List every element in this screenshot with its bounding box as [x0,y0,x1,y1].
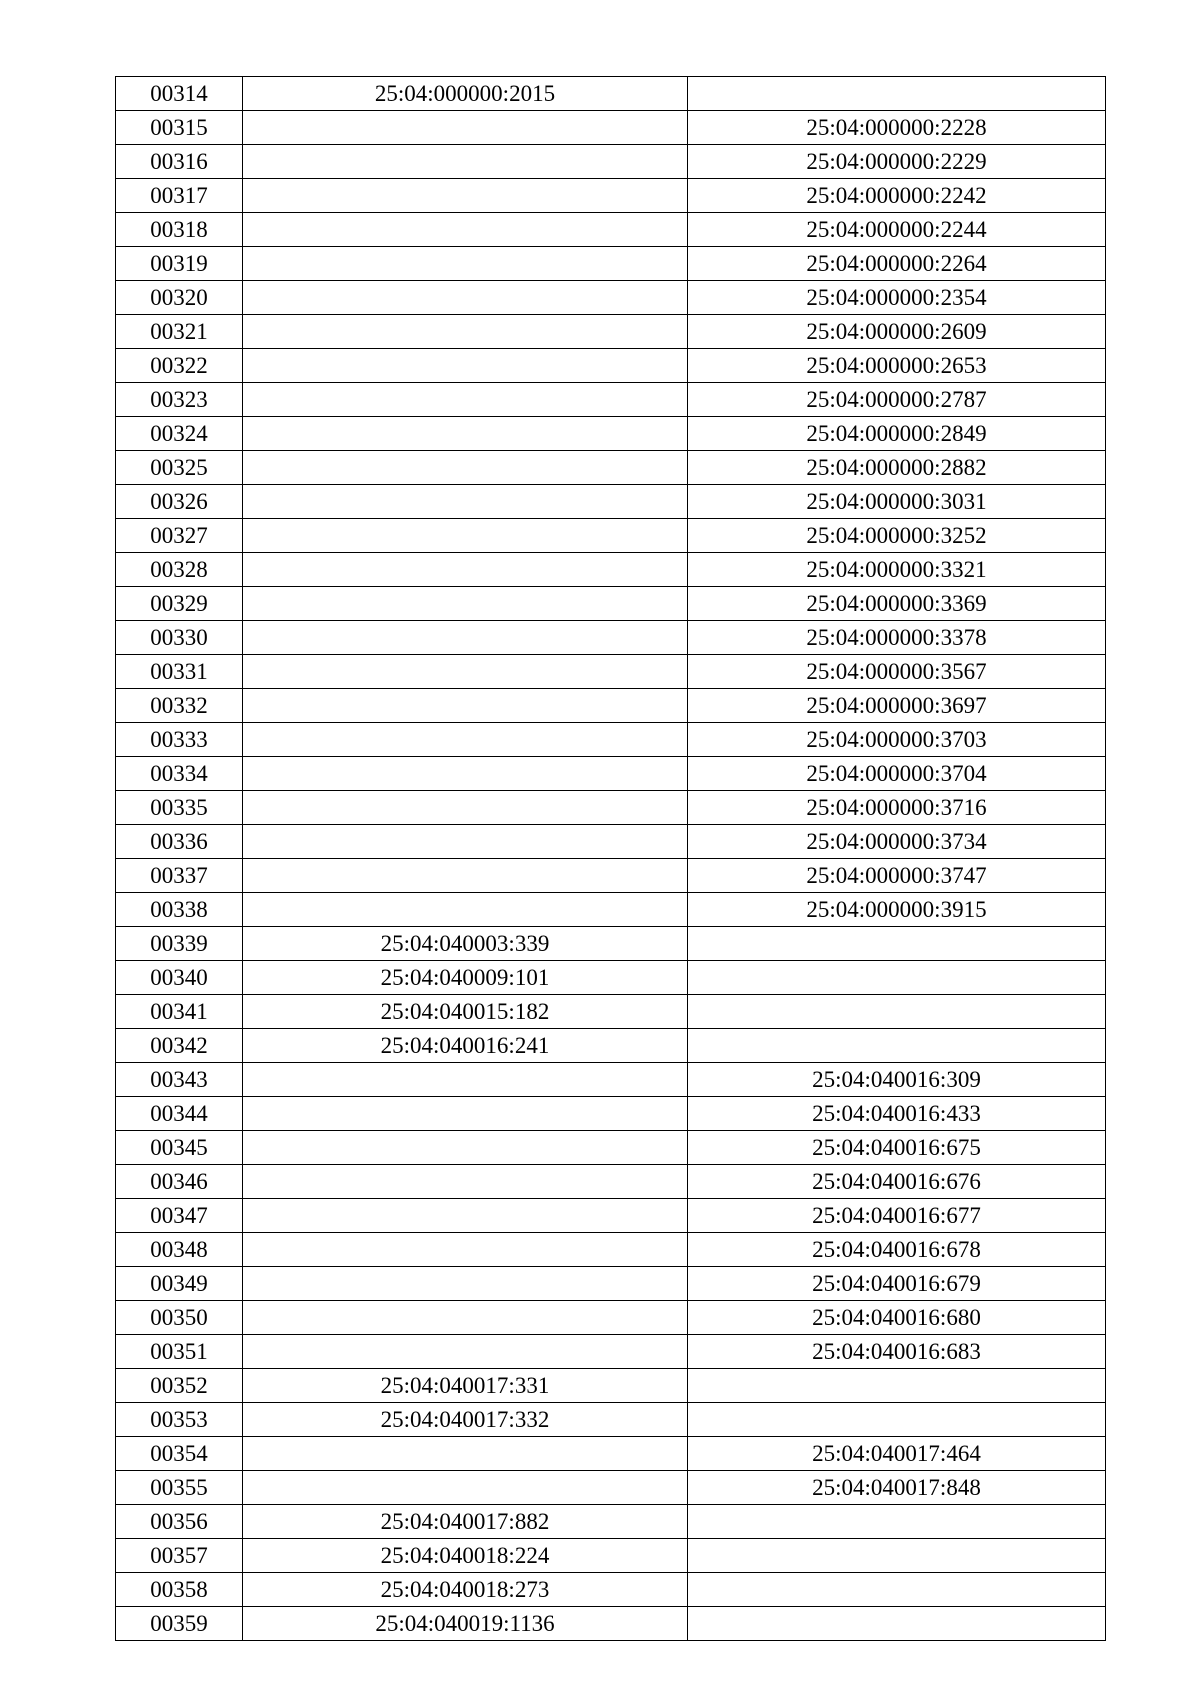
table-row [116,995,1106,1029]
table-row [116,179,1106,213]
cadastral-number-cell-left [243,859,688,893]
cadastral-number-cell-left: 25:04:040009:101 [243,961,688,995]
cadastral-number-cell-right: 25:04:000000:3704 [688,757,1106,791]
row-number-cell: 00334 [116,757,243,791]
row-number-cell: 00353 [116,1403,243,1437]
cadastral-number-cell-left [243,1165,688,1199]
cadastral-number-cell-left [243,689,688,723]
row-number-cell: 00322 [116,349,243,383]
table-row [116,859,1106,893]
row-number-cell: 00344 [116,1097,243,1131]
table-row [116,1369,1106,1403]
row-number-cell: 00325 [116,451,243,485]
table-row [116,1029,1106,1063]
cadastral-number-cell-left [243,1233,688,1267]
table-row [116,111,1106,145]
cadastral-number-cell-right: 25:04:000000:2609 [688,315,1106,349]
table-row [116,1437,1106,1471]
table-row [116,1097,1106,1131]
row-number-cell: 00359 [116,1607,243,1641]
cadastral-number-cell-right [688,1505,1106,1539]
table-row [116,1607,1106,1641]
cadastral-number-cell-left [243,655,688,689]
cadastral-number-cell-left [243,1301,688,1335]
cadastral-number-cell-left [243,1131,688,1165]
row-number-cell: 00315 [116,111,243,145]
cadastral-number-cell-left: 25:04:040017:882 [243,1505,688,1539]
table-row [116,927,1106,961]
cadastral-number-cell-right: 25:04:000000:3378 [688,621,1106,655]
table-row [116,825,1106,859]
row-number-cell: 00319 [116,247,243,281]
row-number-cell: 00327 [116,519,243,553]
cadastral-number-cell-left [243,1063,688,1097]
table-row [116,587,1106,621]
cadastral-number-cell-right: 25:04:000000:3369 [688,587,1106,621]
table-row [116,315,1106,349]
row-number-cell: 00332 [116,689,243,723]
table-row [116,723,1106,757]
table-row [116,1233,1106,1267]
cadastral-number-cell-right: 25:04:000000:3747 [688,859,1106,893]
table-row [116,281,1106,315]
cadastral-number-cell-right: 25:04:040016:683 [688,1335,1106,1369]
cadastral-number-cell-right: 25:04:000000:3031 [688,485,1106,519]
row-number-cell: 00324 [116,417,243,451]
cadastral-number-cell-right: 25:04:000000:2653 [688,349,1106,383]
row-number-cell: 00340 [116,961,243,995]
cadastral-number-cell-left [243,1267,688,1301]
table-row [116,247,1106,281]
cadastral-number-cell-left: 25:04:040017:331 [243,1369,688,1403]
table-row [116,621,1106,655]
cadastral-number-cell-left: 25:04:040018:224 [243,1539,688,1573]
row-number-cell: 00323 [116,383,243,417]
row-number-cell: 00347 [116,1199,243,1233]
row-number-cell: 00354 [116,1437,243,1471]
cadastral-number-cell-left: 25:04:040017:332 [243,1403,688,1437]
row-number-cell: 00338 [116,893,243,927]
cadastral-number-cell-left [243,1471,688,1505]
row-number-cell: 00358 [116,1573,243,1607]
table-row [116,145,1106,179]
cadastral-number-cell-right: 25:04:000000:3915 [688,893,1106,927]
table-row [116,349,1106,383]
cadastral-number-cell-right: 25:04:040016:678 [688,1233,1106,1267]
row-number-cell: 00328 [116,553,243,587]
table-row [116,1505,1106,1539]
table-row [116,1199,1106,1233]
cadastral-number-cell-left: 25:04:000000:2015 [243,77,688,111]
row-number-cell: 00341 [116,995,243,1029]
cadastral-number-cell-left [243,1199,688,1233]
table-row [116,1301,1106,1335]
cadastral-number-cell-left [243,587,688,621]
cadastral-number-cell-right: 25:04:040016:309 [688,1063,1106,1097]
cadastral-number-cell-left [243,723,688,757]
cadastral-number-cell-right: 25:04:040017:848 [688,1471,1106,1505]
row-number-cell: 00316 [116,145,243,179]
table-row [116,655,1106,689]
row-number-cell: 00339 [116,927,243,961]
row-number-cell: 00333 [116,723,243,757]
table-row [116,1335,1106,1369]
cadastral-number-cell-left [243,145,688,179]
cadastral-number-cell-right [688,1573,1106,1607]
cadastral-number-cell-left [243,349,688,383]
cadastral-number-cell-left [243,111,688,145]
table-row [116,1471,1106,1505]
table-row [116,1131,1106,1165]
cadastral-number-cell-right [688,1607,1106,1641]
cadastral-number-cell-left [243,825,688,859]
cadastral-number-cell-left [243,757,688,791]
row-number-cell: 00314 [116,77,243,111]
table-row [116,213,1106,247]
row-number-cell: 00321 [116,315,243,349]
cadastral-number-cell-right: 25:04:000000:3697 [688,689,1106,723]
table-row [116,383,1106,417]
row-number-cell: 00346 [116,1165,243,1199]
cadastral-number-cell-right: 25:04:000000:2354 [688,281,1106,315]
cadastral-number-cell-right [688,927,1106,961]
cadastral-number-cell-right: 25:04:040016:433 [688,1097,1106,1131]
row-number-cell: 00351 [116,1335,243,1369]
table-body [116,77,1106,1641]
row-number-cell: 00349 [116,1267,243,1301]
cadastral-number-cell-right: 25:04:040016:675 [688,1131,1106,1165]
cadastral-number-cell-left: 25:04:040016:241 [243,1029,688,1063]
cadastral-number-cell-right: 25:04:000000:2242 [688,179,1106,213]
cadastral-number-cell-right: 25:04:000000:2849 [688,417,1106,451]
cadastral-number-cell-left [243,553,688,587]
cadastral-number-cell-left [243,383,688,417]
table-row [116,791,1106,825]
cadastral-number-cell-right: 25:04:000000:2264 [688,247,1106,281]
row-number-cell: 00330 [116,621,243,655]
cadastral-number-cell-left: 25:04:040018:273 [243,1573,688,1607]
cadastral-number-cell-left [243,1437,688,1471]
cadastral-number-cell-right: 25:04:000000:3252 [688,519,1106,553]
table-row [116,417,1106,451]
cadastral-number-cell-right [688,961,1106,995]
cadastral-number-table [115,76,1106,1641]
cadastral-number-cell-left [243,1097,688,1131]
table-row [116,553,1106,587]
table-row [116,1165,1106,1199]
row-number-cell: 00320 [116,281,243,315]
cadastral-number-cell-left: 25:04:040015:182 [243,995,688,1029]
row-number-cell: 00329 [116,587,243,621]
table-row [116,757,1106,791]
cadastral-number-cell-right [688,77,1106,111]
cadastral-number-cell-right: 25:04:000000:2229 [688,145,1106,179]
row-number-cell: 00342 [116,1029,243,1063]
row-number-cell: 00355 [116,1471,243,1505]
row-number-cell: 00357 [116,1539,243,1573]
cadastral-number-cell-right: 25:04:000000:3703 [688,723,1106,757]
cadastral-number-cell-left: 25:04:040019:1136 [243,1607,688,1641]
cadastral-number-cell-left [243,621,688,655]
row-number-cell: 00350 [116,1301,243,1335]
table-row [116,77,1106,111]
cadastral-number-cell-right: 25:04:040016:680 [688,1301,1106,1335]
cadastral-number-cell-right: 25:04:040017:464 [688,1437,1106,1471]
cadastral-number-cell-right: 25:04:040016:679 [688,1267,1106,1301]
table-row [116,485,1106,519]
cadastral-number-cell-left [243,315,688,349]
cadastral-number-cell-right: 25:04:040016:677 [688,1199,1106,1233]
table-row [116,1573,1106,1607]
table-row [116,893,1106,927]
cadastral-number-cell-right [688,1539,1106,1573]
cadastral-number-cell-right [688,1029,1106,1063]
cadastral-number-cell-right: 25:04:000000:2882 [688,451,1106,485]
table-row [116,1403,1106,1437]
cadastral-number-cell-right: 25:04:040016:676 [688,1165,1106,1199]
cadastral-number-cell-left [243,451,688,485]
table-row [116,1267,1106,1301]
row-number-cell: 00356 [116,1505,243,1539]
row-number-cell: 00331 [116,655,243,689]
cadastral-number-cell-right [688,1403,1106,1437]
cadastral-number-cell-right: 25:04:000000:3567 [688,655,1106,689]
row-number-cell: 00352 [116,1369,243,1403]
cadastral-number-cell-right: 25:04:000000:2228 [688,111,1106,145]
row-number-cell: 00318 [116,213,243,247]
cadastral-number-cell-left [243,417,688,451]
table-row [116,1063,1106,1097]
cadastral-number-cell-left [243,791,688,825]
row-number-cell: 00343 [116,1063,243,1097]
cadastral-number-cell-right: 25:04:000000:3321 [688,553,1106,587]
row-number-cell: 00337 [116,859,243,893]
cadastral-number-cell-left [243,1335,688,1369]
row-number-cell: 00335 [116,791,243,825]
cadastral-number-cell-right [688,1369,1106,1403]
cadastral-number-cell-right: 25:04:000000:3734 [688,825,1106,859]
table-row [116,451,1106,485]
row-number-cell: 00336 [116,825,243,859]
row-number-cell: 00326 [116,485,243,519]
cadastral-number-cell-left [243,519,688,553]
cadastral-number-cell-left [243,247,688,281]
cadastral-number-cell-left [243,485,688,519]
row-number-cell: 00345 [116,1131,243,1165]
cadastral-number-cell-left: 25:04:040003:339 [243,927,688,961]
cadastral-number-cell-right: 25:04:000000:2787 [688,383,1106,417]
table-row [116,961,1106,995]
cadastral-number-cell-left [243,179,688,213]
row-number-cell: 00317 [116,179,243,213]
cadastral-number-cell-right: 25:04:000000:2244 [688,213,1106,247]
row-number-cell: 00348 [116,1233,243,1267]
cadastral-number-cell-left [243,893,688,927]
table-row [116,1539,1106,1573]
cadastral-number-cell-right: 25:04:000000:3716 [688,791,1106,825]
cadastral-number-cell-right [688,995,1106,1029]
table-row [116,689,1106,723]
cadastral-number-cell-left [243,281,688,315]
table-row [116,519,1106,553]
cadastral-number-cell-left [243,213,688,247]
